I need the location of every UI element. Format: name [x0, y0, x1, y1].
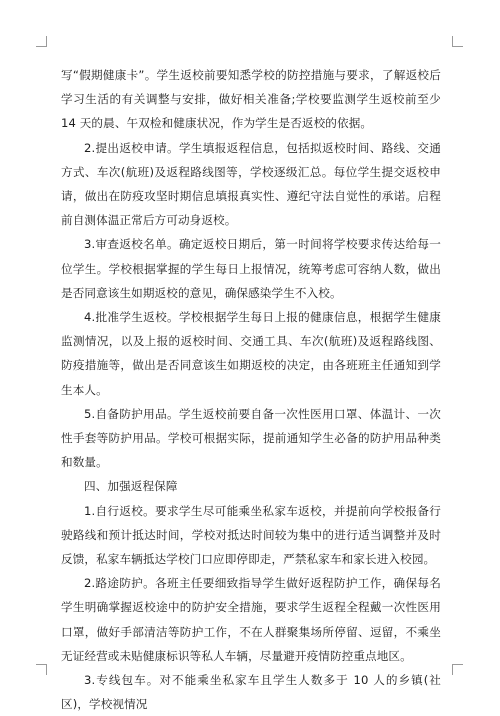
crop-mark-bottom-right: [452, 664, 463, 675]
document-body: [61, 63, 441, 716]
paragraph-chartered-bus: 3.专线包车。对不能乘坐私家车且学生人数多于 10 人的乡镇(社区)，学校视情况: [61, 673, 441, 712]
crop-mark-top-right: [452, 36, 463, 47]
paragraph-journey-protection: 2.路途防护。各班主任要细致指导学生做好返程防护工作，确保每名学生明确掌握返校途中的防护安全措施，要求学生返程全程戴一次性医用口罩，做好手部清洁等防护工作，不在人群聚集场所停留、逗留，不乘坐无证经营或未贴健康标识等私人车辆，尽量避开疫情防控重点地区。: [61, 576, 441, 663]
paragraph-protective-supplies: 5.自备防护用品。学生返校前要自备一次性医用口罩、体温计、一次性手套等防护用品。学校可根据实际，提前通知学生必备的防护用品种类和数量。: [61, 406, 441, 470]
paragraph-self-return: 1.自行返校。要求学生尽可能乘坐私家车返校，并提前向学校报备行驶路线和预计抵达时间，学校对抵达时间较为集中的进行适当调整并及时反馈，私家车辆抵达学校门口应即停即走，严禁私家车和家长进入校园。: [61, 503, 441, 567]
section-heading-return-guarantee: 四、加强返程保障: [84, 479, 178, 494]
paragraph-review-list: 3.审查返校名单。确定返校日期后，第一时间将学校要求传达给每一位学生。学校根据掌握的学生每日上报情况，统筹考虑可容纳人数，做出是否同意该生如期返校的意见，确保感染学生不入校。: [61, 237, 441, 300]
paragraph-approve-return: 4.批准学生返校。学校根据学生每日上报的健康信息，根据学生健康监测情况，以及上报的返校时间、交通工具、车次(航班)及返程路线图、防疫措施等，做出是否同意该生如期返校的决定，由各班班主任通知到学生本人。: [61, 310, 441, 397]
paragraph-health-card: 写“假期健康卡”。学生返校前要知悉学校的防控措施与要求，了解返校后学习生活的有关调整与安排，做好相关准备;学校要监测学生返校前至少 14 天的晨、午双检和健康状况，作为学生是否返校的依据。: [61, 68, 441, 131]
paragraph-return-application: 2.提出返校申请。学生填报返程信息，包括拟返校时间、路线、交通方式、车次(航班)及返程路线图等，学校逐级汇总。每位学生提交返校申请，做出在防疫攻坚时期信息填报真实性、遵纪守法自觉性的承诺。启程前自测体温正常后方可动身返校。: [61, 140, 441, 228]
crop-mark-top-left: [36, 36, 47, 47]
crop-mark-bottom-left: [36, 664, 47, 675]
